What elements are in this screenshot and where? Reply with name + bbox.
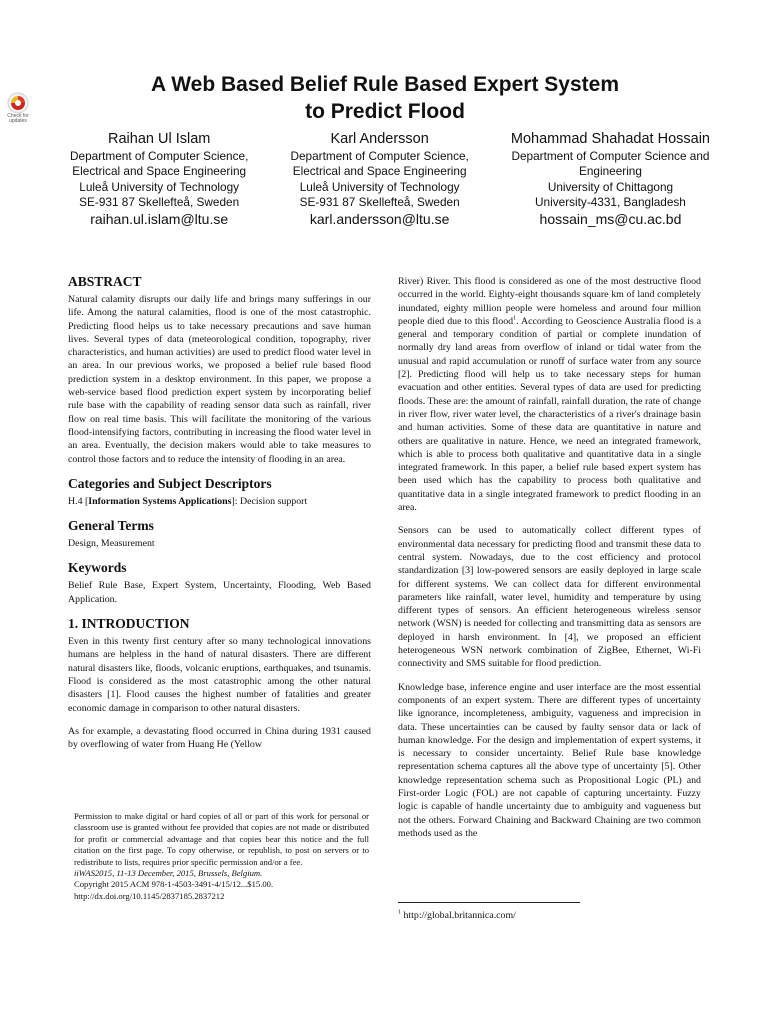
category-bold: Information Systems Applications	[88, 495, 232, 507]
author-name: Raihan Ul Islam	[108, 131, 211, 147]
general-terms-heading: General Terms	[68, 518, 154, 534]
conference-info	[74, 868, 369, 879]
author-affiliation: Department of Computer Science and	[511, 149, 710, 163]
check-for-updates-icon	[7, 92, 29, 114]
author-block	[70, 130, 710, 228]
introduction-heading: 1. INTRODUCTION	[68, 616, 190, 632]
author-3	[511, 130, 710, 228]
check-for-updates-label: Check for updates	[7, 113, 29, 124]
permission-text: Permission to make digital or hard copies of all or part of this work for personal or classroom use is granted without fee provided that copies are not made or distributed for profit or commercial advantage and that copies bear this notice and the full citation on the first page. To copy otherwise, or republish, to post on servers or to redistribute to lists, requires prior specific permission and/or a fee.	[74, 811, 369, 867]
author-email[interactable]: karl.andersson@ltu.se	[309, 211, 450, 228]
title-line-2: to Predict Flood	[305, 100, 465, 123]
author-name: Karl Andersson	[330, 131, 429, 147]
introduction-paragraph-2: As for example, a devastating flood occurred in China during 1931 caused by overflowing of water from Huang He (Yellow	[68, 725, 371, 751]
abstract-text: Natural calamity disrupts our daily life and brings many sufferings in our life. Among the natural calamities, flood is one of the most catastrophic. Predicting flood helps us to take necessary precautions and save human lives. Several types of data (meteorological condition, topography, river characteristics, and human activities) are used to predict flood water level in an area. In our previous works, we proposed a belief rule based flood prediction system in a desktop environment. In this paper, we propose a web-service based flood prediction expert system by incorporating belief rule base with the capability of reading sensor data such as rainfall, river flow on real time basis. This will facilitate the monitoring of the various flood-intensifying factors, contributing in increasing the flood water level in an area. Eventually, the decision makers would able to take measures to control those factors and to reduce the intensity of flooding in an area.	[68, 294, 371, 465]
footnote-mark: 1	[398, 909, 401, 916]
author-2	[290, 130, 468, 228]
conference-name: iiWAS2015, 11-13 December, 2015, Brussels, Belgium.	[74, 868, 263, 879]
author-address: University-4331, Bangladesh	[535, 194, 686, 209]
right-paragraph-1-start: River) River. This flood is considered as one of the most destructive flood occurred in the world. Eighty-eight thousands square km of land completely inundated, eighty million people were homeless and around four million people died due to this flood	[398, 276, 701, 327]
left-column	[68, 274, 371, 761]
category-rest: ]: Decision support	[231, 495, 308, 507]
author-name: Mohammad Shahadat Hossain	[510, 131, 710, 147]
author-affiliation: Electrical and Space Engineering	[72, 164, 247, 179]
title-line-1: A Web Based Belief Rule Based Expert System	[151, 73, 619, 96]
author-affiliation: Electrical and Space Engineering	[292, 164, 467, 179]
abstract-heading: ABSTRACT	[68, 274, 142, 289]
right-column	[398, 275, 701, 850]
general-terms-text: Design, Measurement	[68, 538, 155, 550]
author-1	[70, 130, 248, 228]
author-affiliation: Engineering	[578, 164, 642, 179]
categories-text	[68, 495, 371, 508]
right-paragraph-1	[398, 275, 701, 514]
footnote-divider	[398, 902, 580, 903]
category-code: H.4 [	[68, 495, 89, 507]
author-email[interactable]: hossain_ms@cu.ac.bd	[539, 211, 682, 228]
footnote-url[interactable]: http://global.britannica.com/	[401, 910, 516, 921]
author-address: SE-931 87 Skellefteå, Sweden	[79, 194, 240, 209]
author-affiliation: Luleå University of Technology	[79, 179, 240, 194]
right-paragraph-2: Sensors can be used to automatically collect different types of environmental data necessary for predicting flood and transmit these data to central system. Nowadays, due to the cost efficiency and protocol standardization [3] low-powered sensors are easily deployed in large scale for different systems. We can collect data for different environmental parameters like rainfall, water level, humidity and temperature by using different types of sensors. An efficient heterogeneous wireless sensor network (WSN) is needed for collecting and transmitting data as sensors are deployed in harsh environment. In [4], we proposed an efficient heterogeneous WSN network combination of ZigBee, Ethernet, Wi-Fi connectivity and SMS suitable for flood prediction.	[398, 525, 701, 670]
keywords-text: Belief Rule Base, Expert System, Uncertainty, Flooding, Web Based Application.	[68, 580, 371, 605]
author-affiliation: University of Chittagong	[547, 179, 674, 194]
footnote-ref: 1	[513, 315, 517, 322]
paper-title	[60, 71, 710, 125]
author-affiliation: Luleå University of Technology	[299, 179, 460, 194]
introduction-paragraph-1: Even in this twenty first century after so many technological innovations humans are helpless in the hand of natural disasters. There are different natural disasters like, floods, volcanic eruptions, earthquakes, and tsunamis. Flood is considered as the most catastrophic among the other natural disasters [1]. Flood causes the highest number of fatalities and greater economic damage in comparison to other natural disasters.	[68, 636, 371, 714]
categories-heading: Categories and Subject Descriptors	[68, 475, 272, 491]
keywords-heading: Keywords	[68, 560, 127, 576]
copyright-line: Copyright 2015 ACM 978-1-4503-3491-4/15/12...$15.00.	[74, 879, 274, 890]
right-paragraph-1-end: . According to Geoscience Australia flood is a general and temporary condition of partial or complete inundation of normally dry land areas from overflow of inland or tidal water from the unusual and rapid accumulation or runoff of surface water from any source [2]. Predicting flood will help us to take necessary steps for human evacuation and other entities. Several types of data are used for predicting floods. These are: the amount of rainfall, rainfall duration, the rate of change in river flow, river water level, the characteristics of a river's drainage basin and human activities. Some of these data are quantitative in nature and others are qualitative in nature. Hence, we need an integrated framework, which is able to process both qualitative and quantitative data in a single integrated framework. In this paper, a belief rule based expert system has been used which has the capability to process both qualitative and quantitative data in a single integrated framework to predict flooding in an area.	[398, 315, 701, 514]
right-paragraph-3: Knowledge base, inference engine and user interface are the most essential components of an expert system. There are different types of uncertainty like ignorance, incompleteness, ambiguity, vagueness and imprecision in data. These uncertainties can be caused by faulty sensor data or lack of human knowledge. For the design and implementation of expert systems, it is necessary to consider uncertainty. Belief Rule base knowledge representation schema captures all the above type of uncertainty [5]. Other knowledge representation schema such as Propositional Logic (PL) and First-order Logic (FOL) are not capable of capturing uncertainty. Fuzzy logic is capable of handle uncertainty due to ambiguity and vagueness but not the others. Forward Chaining and Backward Chaining are two common methods used as the	[398, 681, 701, 839]
author-address: SE-931 87 Skellefteå, Sweden	[299, 194, 460, 209]
author-affiliation: Department of Computer Science,	[70, 149, 249, 163]
doi-link[interactable]: http://dx.doi.org/10.1145/2837185.2837212	[74, 890, 225, 901]
author-email[interactable]: raihan.ul.islam@ltu.se	[90, 211, 229, 228]
author-affiliation: Department of Computer Science,	[290, 149, 469, 163]
check-for-updates-badge[interactable]	[3, 92, 33, 126]
footnote	[398, 910, 516, 921]
permission-notice	[74, 811, 369, 902]
